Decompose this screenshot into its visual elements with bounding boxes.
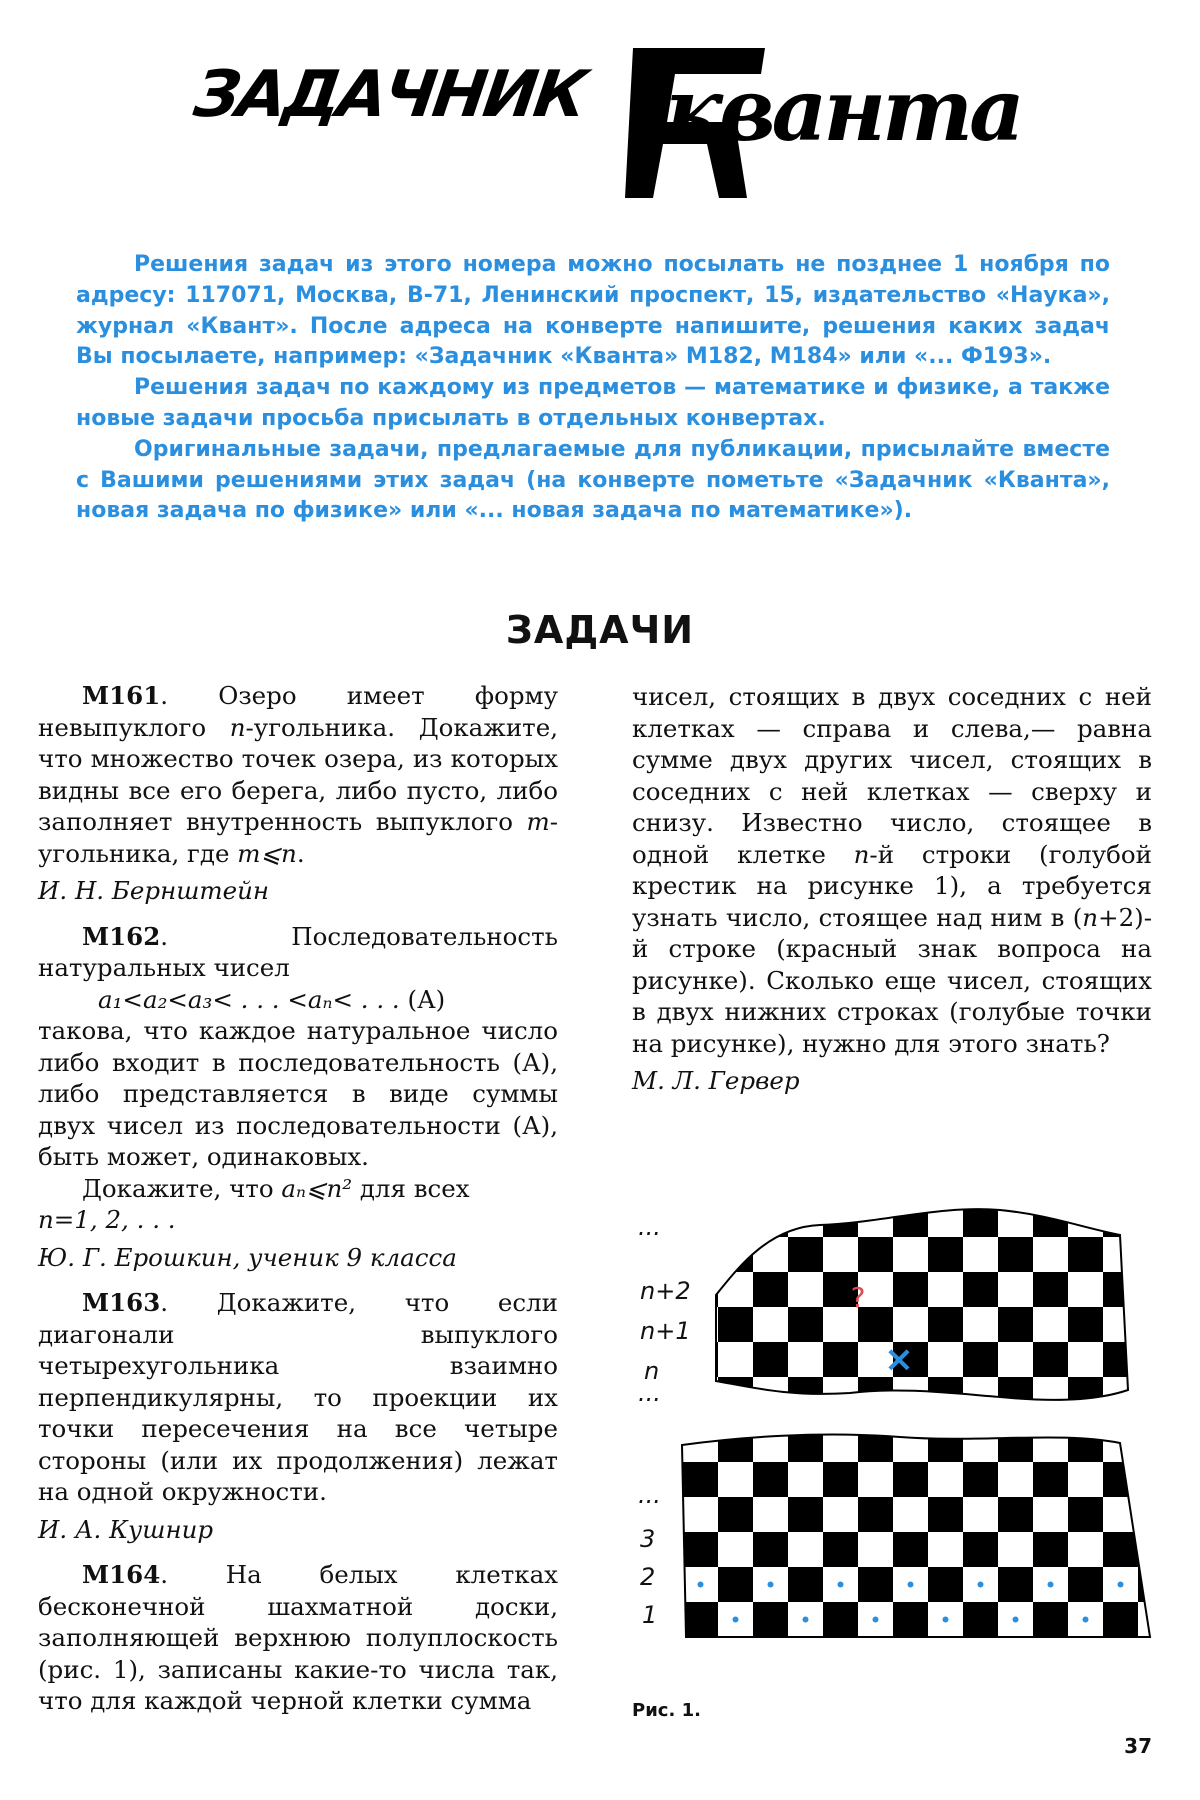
problem-text: -угольника, где [38,807,558,868]
blue-dot [768,1582,774,1588]
black-square [963,1602,998,1637]
problem-text: такова, что каждое натуральное число либо входит в последовательность (А), либо представляется в виде суммы двух чисел из последовательности (А), быть может, одинаковых. [38,1016,558,1171]
black-square [683,1532,718,1567]
black-square [788,1567,823,1602]
black-square [893,1532,928,1567]
black-square [823,1532,858,1567]
black-square [1033,1532,1068,1567]
row-label: 1 [642,1601,658,1629]
problem-text [38,1173,558,1205]
black-square [1068,1237,1103,1272]
blue-dot [1083,1617,1089,1623]
black-square [928,1427,963,1462]
problem-text: . [296,838,305,868]
blue-dot [733,1617,739,1623]
blue-dot [908,1582,914,1588]
black-square [998,1237,1033,1272]
black-square [893,1205,928,1237]
black-square [753,1462,788,1497]
black-square [1138,1427,1160,1462]
black-square [928,1377,963,1412]
black-square [1103,1602,1138,1637]
right-column [632,681,1152,1111]
black-square [823,1205,858,1237]
blue-dot [873,1617,879,1623]
blue-dot [838,1582,844,1588]
black-square [928,1307,963,1342]
black-square [753,1272,788,1307]
black-square [893,1392,928,1427]
author-m163: И. А. Кушнир [38,1514,214,1544]
author-m161: И. Н. Бернштейн [38,876,270,905]
black-square [1103,1272,1138,1307]
black-square [963,1462,998,1497]
math-var: n [853,839,870,869]
row-label: 2 [640,1563,656,1591]
black-square [858,1377,893,1412]
problem-text: для всех [352,1173,470,1203]
problem-text [38,1204,558,1236]
black-square [1033,1342,1068,1377]
black-square [683,1392,718,1427]
problem-m163 [38,1287,558,1508]
problem-text: . Докажите, что если диагонали выпуклого четырехугольника взаимно перпендикулярны, то проекции их точки пересечения на все четыре стороны (или их продолжения) лежат на одной окружности. [38,1288,558,1506]
black-square [858,1497,893,1532]
blue-dot [803,1617,809,1623]
black-square [683,1602,718,1637]
black-square [718,1497,753,1532]
author-m164: М. Л. Гервер [632,1066,800,1095]
black-square [753,1205,788,1237]
black-square [683,1342,718,1377]
row-label: n+1 [640,1317,691,1345]
black-square [893,1602,928,1637]
black-square [858,1567,893,1602]
board-top [683,1205,1138,1412]
problem-m164 [38,1559,558,1717]
intro-paragraph: Решения задач по каждому из предметов — математике и физике, а также новые задачи просьба присылать в отдельных конвертах. [76,375,1110,431]
blue-dot [943,1617,949,1623]
intro-paragraph: Оригинальные задачи, предлагаемые для публикации, присылайте вместе с Вашими решениями этих задач (на конверте пометьте «Задачник «Кванта», новая задача по физике» или «... новая задача по математике»). [76,436,1110,524]
math-var: m [526,807,550,836]
black-square [718,1427,753,1462]
black-square [683,1272,718,1307]
math-var: n [1082,902,1099,932]
black-square [998,1377,1033,1412]
black-square [788,1497,823,1532]
math-condition: m⩽n [237,838,297,868]
figure-caption: Рис. 1. [632,1700,701,1721]
black-square [998,1427,1033,1462]
black-square [1033,1272,1068,1307]
row-label: 3 [640,1525,656,1553]
masthead-kvanta: кванта [665,60,1021,161]
problem-id: М162 [82,921,161,951]
row-label: ... [638,1379,661,1407]
blue-dot [698,1582,704,1588]
black-square [1068,1307,1103,1342]
black-square [1068,1377,1103,1412]
row-label: ... [638,1481,661,1509]
black-square [858,1427,893,1462]
black-square [998,1567,1033,1602]
problem-m161 [38,680,558,869]
row-label: n+2 [640,1277,691,1305]
section-title: ЗАДАЧИ [505,608,695,652]
black-square [823,1342,858,1377]
intro-paragraph: Решения задач из этого номера можно посылать не позднее 1 ноября по адресу: 117071, Москва, В-71, Ленинский проспект, 15, издательство «Наука», журнал «Квант». После адреса на конверте напишите, решения каких задач Вы посылаете, например: «Задачник «Кванта» М182, М184» или «... Ф193». [76,252,1110,370]
black-square [683,1462,718,1497]
blue-dot [1153,1617,1159,1623]
black-square [753,1392,788,1427]
problem-text: -угольника. Докажите, что множество точек озера, из которых видны все его берега, либо пусто, либо заполняет внутренность выпуклого [38,712,558,836]
black-square [998,1497,1033,1532]
black-square [788,1237,823,1272]
masthead-zadachnik: ЗАДАЧНИК [189,58,589,132]
author-m162: Ю. Г. Ерошкин, ученик 9 класса [38,1242,457,1272]
problem-text: . Озеро имеет форму невыпуклого [38,681,558,742]
black-square [1103,1532,1138,1567]
black-square [1138,1497,1160,1532]
black-square [823,1392,858,1427]
question-mark: ? [850,1281,866,1314]
problem-id: М164 [82,1560,161,1589]
black-square [1103,1462,1138,1497]
black-square [788,1307,823,1342]
problem-id: М161 [82,681,161,710]
problem-m164-continued [632,681,1152,1059]
board-bottom [683,1392,1160,1637]
black-square [928,1497,963,1532]
black-square [1068,1497,1103,1532]
black-square [963,1342,998,1377]
row-label: ... [638,1213,661,1241]
problem-m162 [38,921,558,984]
black-square [893,1272,928,1307]
black-square [718,1237,753,1272]
left-column [38,680,558,1717]
black-square [928,1237,963,1272]
black-square [753,1602,788,1637]
problem-text: . Последовательность натуральных чисел [38,921,558,982]
blue-dot [1118,1582,1124,1588]
black-square [963,1532,998,1567]
sequence-line [38,984,558,1016]
problem-text: Докажите, что [82,1173,282,1203]
black-square [858,1237,893,1272]
page-number: 37 [1124,1734,1152,1758]
math-inequality: aₙ⩽n² [281,1173,353,1203]
black-square [753,1532,788,1567]
black-square [1103,1392,1138,1427]
problem-text: чисел, стоящих в двух соседних с ней клетках — справа и слева,— равна сумме двух других чисел, стоящих в соседних с ней клетках — сверху и снизу. Известно число, стоящее в одной клетке [632,682,1152,869]
black-square [1033,1462,1068,1497]
black-square [998,1307,1033,1342]
math-var: n [229,712,246,742]
problem-text: +2)-й строке (красный знак вопроса на рисунке). Сколько еще чисел, стоящих в двух нижних строках (голубые точки на рисунке), нужно для этого знать? [632,902,1152,1058]
black-square [753,1342,788,1377]
black-square [1033,1602,1068,1637]
problem-id: М163 [82,1288,161,1317]
problem-text: . На белых клетках бесконечной шахматной доски, заполняющей верхнюю полуплоскость (рис. 1), записаны какие-то числа так, что для каждой черной клетки сумма [38,1560,558,1715]
blue-dot [1048,1582,1054,1588]
black-square [1068,1427,1103,1462]
figure-1 [620,1205,1160,1725]
black-square [928,1567,963,1602]
intro-block [76,250,1110,527]
blue-cross: × [883,1339,915,1380]
black-square [788,1427,823,1462]
black-square [963,1272,998,1307]
blue-dot [978,1582,984,1588]
chessboard-svg [620,1205,1160,1705]
black-square [718,1567,753,1602]
black-square [1103,1342,1138,1377]
row-label: n [644,1357,660,1385]
black-square [823,1462,858,1497]
black-square [683,1205,718,1237]
sequence-label: (А) [407,984,446,1014]
math-range: n=1, 2, . . . [38,1205,176,1234]
black-square [823,1602,858,1637]
black-square [718,1307,753,1342]
blue-dot [1013,1617,1019,1623]
masthead [189,48,1021,208]
problem-text: -й строки (голубой крестик на рисунке 1), а требуется узнать число, стоящее над ним в ( [632,839,1152,932]
black-square [1068,1567,1103,1602]
black-square [893,1462,928,1497]
math-sequence: a₁<a₂<a₃< . . . <aₙ< . . . [98,984,400,1014]
